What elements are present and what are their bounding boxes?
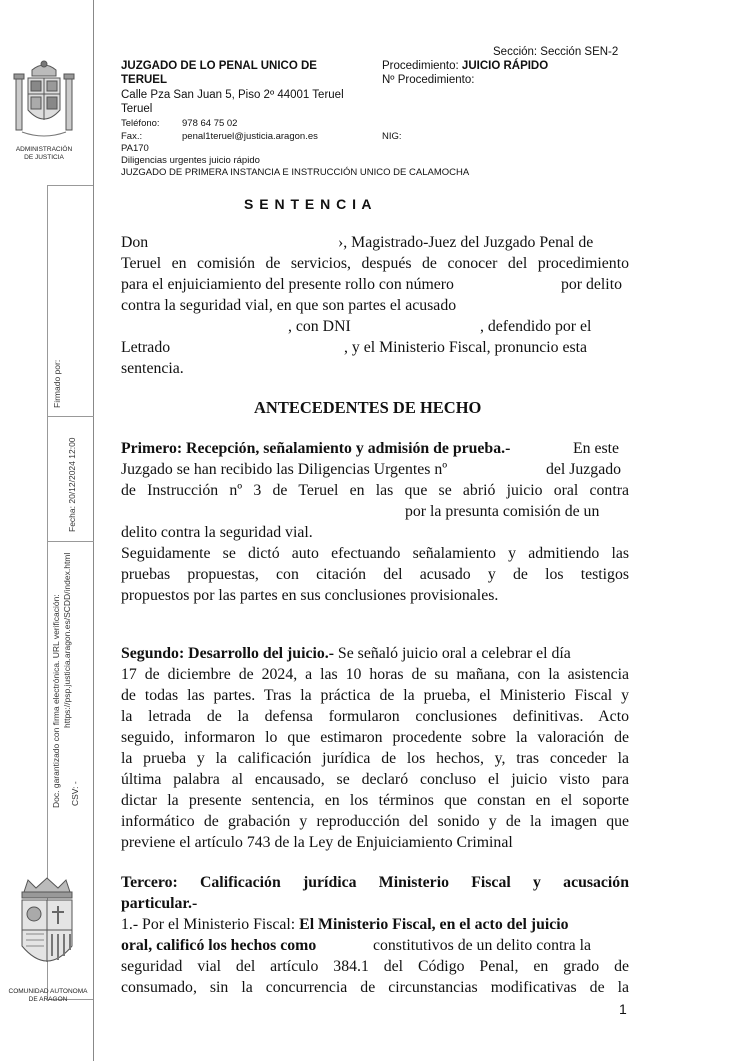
segundo-heading: Segundo: Desarrollo del juicio.- [121, 645, 334, 662]
signature-date: Fecha: 20/12/2024 12:00 [67, 437, 77, 532]
fax-label: Fax.: [121, 131, 143, 142]
diligencias-type: Diligencias urgentes juicio rápido [121, 155, 260, 166]
aragon-caption [2, 988, 94, 1004]
segundo-line-6: la prueba y la calificación jurídica de los hechos, y, tras conceder la [121, 750, 629, 767]
intro-5a: , con DNI [288, 318, 351, 335]
tercero-line-3: seguridad vial del artículo 384.1 del Código Penal, en grado de [121, 958, 629, 975]
phone-label: Teléfono: [121, 118, 160, 129]
intro-line-1 [121, 232, 629, 253]
segundo-1-rest: Se señaló juicio oral a celebrar el día [337, 645, 571, 662]
intro-1b: ›, Magistrado-Juez del Juzgado Penal de [338, 234, 594, 251]
segundo-line-7: última palabra al encausado, se declaró concluso el juicio visto para [121, 771, 629, 788]
primero-line-2 [121, 459, 629, 480]
intro-line-4: contra la seguridad vial, en que son partes el acusado [121, 297, 457, 314]
intro-5b: , defendido por el [480, 318, 592, 335]
intro-line-2: Teruel en comisión de servicios, después de conocer del procedimiento [121, 255, 629, 272]
aragon-caption-line1: COMUNIDAD AUTONOMA [8, 988, 88, 995]
intro-line-6 [121, 337, 629, 358]
court-name-line1: JUZGADO DE LO PENAL UNICO DE [121, 60, 317, 72]
court-code: PA170 [121, 143, 149, 154]
court-address-line1: Calle Pza San Juan 5, Piso 2º 44001 Teruel [121, 89, 344, 101]
intro-6a: Letrado [121, 339, 171, 356]
procedure-key: Procedimiento: [382, 60, 459, 72]
justicia-caption [6, 146, 82, 162]
firmado-por-label: Firmado por: [52, 359, 62, 408]
segundo-line-10: previene el artículo 743 de la Ley de Enjuiciamiento Criminal [121, 834, 513, 851]
tercero-1a: 1.- Por el Ministerio Fiscal: [121, 916, 296, 933]
primero-line-8: propuestos por las partes en sus conclusiones provisionales. [121, 587, 499, 604]
justicia-caption-line2: DE JUSTICIA [24, 154, 64, 161]
tercero-2b: constitutivos de un delito contra la [373, 937, 592, 954]
verification-url[interactable]: https://psp.justicia.aragon.es/SCDD/index.html [62, 552, 72, 728]
segundo-line-9: informático de grabación y reproducción del sonido y de la imagen que [121, 813, 629, 830]
aragon-caption-line2: DE ARAGON [28, 996, 68, 1003]
tercero-2a: oral, calificó los hechos como [121, 937, 317, 954]
primero-line-6: Seguidamente se dictó auto efectuando señalamiento y admitiendo las [121, 545, 629, 562]
aragon-coat-of-arms [16, 876, 78, 980]
nig-label: NIG: [382, 131, 402, 142]
procedure-label [382, 59, 548, 73]
tercero-line-2 [121, 935, 629, 956]
court-name-line2: TERUEL [121, 74, 167, 86]
margin-rule [93, 0, 94, 1061]
tercero-line-1 [121, 914, 629, 935]
tercero-line-4: consumado, sin la concurrencia de circunstancias modificativas de la [121, 979, 629, 996]
segundo-line-2: 17 de diciembre de 2024, a las 10 horas de su mañana, con la asistencia [121, 666, 629, 683]
primero-line-5: delito contra la seguridad vial. [121, 524, 313, 541]
antecedentes-title: ANTECEDENTES DE HECHO [254, 398, 482, 417]
origin-court: JUZGADO DE PRIMERA INSTANCIA E INSTRUCCIÓN UNICO DE CALAMOCHA [121, 167, 470, 178]
primero-heading: Primero: Recepción, señalamiento y admisión de prueba.- [121, 440, 511, 457]
intro-line-3 [121, 274, 629, 295]
justicia-coat-of-arms [12, 58, 76, 142]
primero-line-1 [121, 438, 629, 459]
intro-3b: por delito [561, 276, 622, 293]
document-title: S E N T E N C I A [244, 196, 373, 212]
procedure-value: JUICIO RÁPIDO [461, 60, 549, 72]
tercero-heading-1: Tercero: Calificación jurídica Ministerio Fiscal y acusación [121, 874, 629, 891]
segundo-line-3: de todas las partes. Tras la práctica de la prueba, el Ministerio Fiscal y [121, 687, 629, 704]
segundo-line-1 [121, 643, 629, 664]
intro-6b: , y el Ministerio Fiscal, pronuncio esta [344, 339, 588, 356]
segundo-line-8: dictar la presente sentencia, en los términos que constan en el soporte [121, 792, 629, 809]
primero-line-3: de Instrucción nº 3 de Teruel en las que se abrió juicio oral contra [121, 482, 629, 499]
primero-1-rest: En este [573, 440, 620, 457]
seccion-label: Sección: Sección SEN-2 [493, 46, 619, 58]
primero-2b: del Juzgado [546, 461, 622, 478]
segundo-line-5: seguido, informaron lo que estimaron procedente sobre la valoración de [121, 729, 629, 746]
intro-line-7: sentencia. [121, 360, 184, 377]
intro-3a: para el enjuiciamiento del presente rollo con número [121, 276, 454, 293]
primero-4: por la presunta comisión de un [405, 503, 600, 520]
intro-1a: Don [121, 234, 149, 251]
page-number: 1 [619, 1001, 627, 1017]
primero-line-7: pruebas propuestas, con citación del acusado y de los testigos [121, 566, 629, 583]
primero-2a: Juzgado se han recibido las Diligencias Urgentes nº [121, 461, 448, 478]
segundo-line-4: la letrada de la defensa formularon conclusiones definitivas. Acto [121, 708, 629, 725]
phone-number: 978 64 75 02 [182, 118, 238, 129]
court-email[interactable]: penal1teruel@justicia.aragon.es [182, 131, 318, 142]
court-address-line2: Teruel [121, 103, 153, 115]
procedure-number-label: Nº Procedimiento: [382, 74, 475, 86]
sig-divider-1 [48, 416, 94, 417]
sig-divider-2 [48, 541, 94, 542]
tercero-1b: El Ministerio Fiscal, en el acto del juicio [299, 916, 569, 933]
tercero-heading-2: particular.- [121, 895, 198, 912]
doc-guarantee-text: Doc. garantizado con firma electrónica. URL verificación: [51, 594, 61, 808]
justicia-caption-line1: ADMINISTRACIÓN [15, 146, 73, 153]
csv-code: CSV: - [70, 781, 80, 806]
